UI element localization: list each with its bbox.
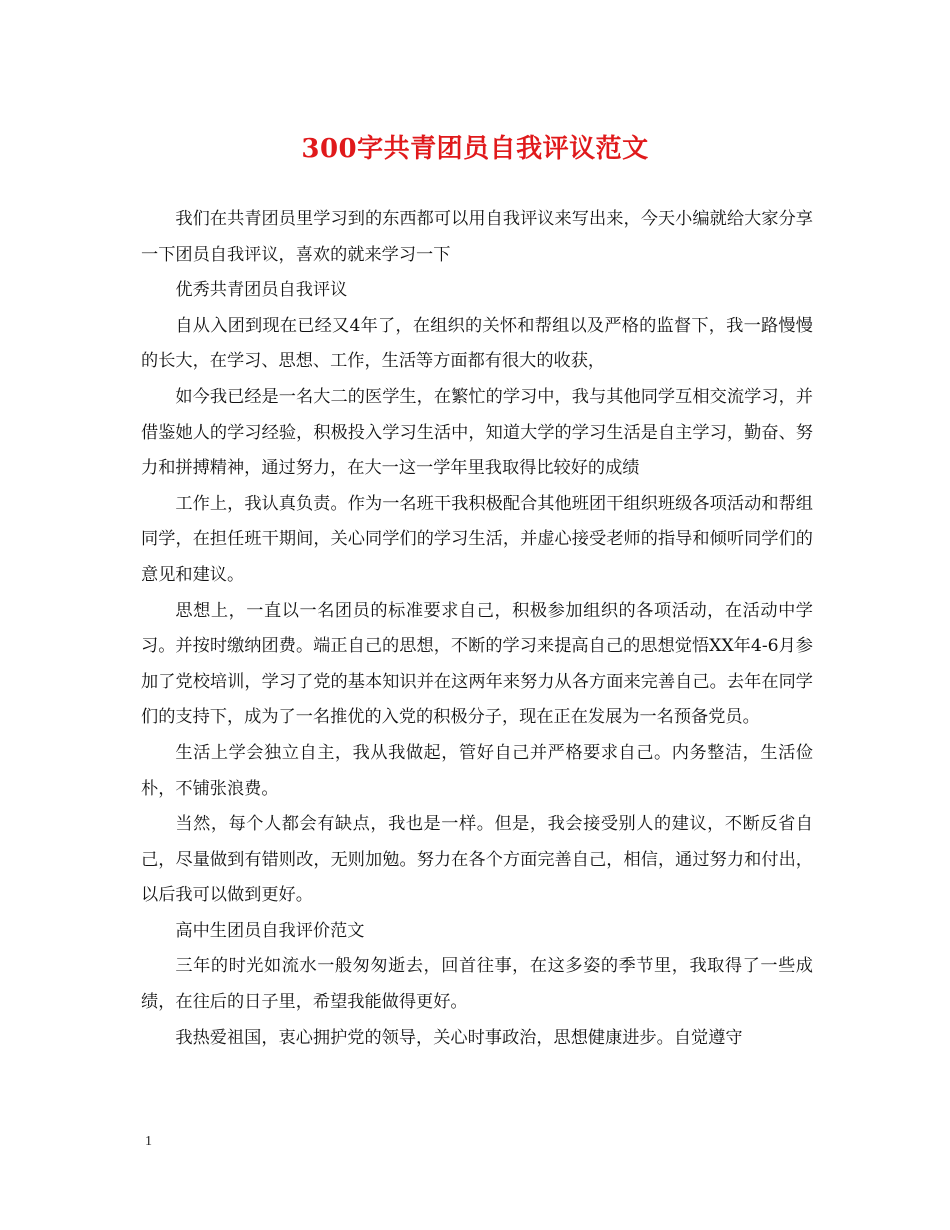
paragraph: 我热爱祖国，衷心拥护党的领导，关心时事政治，思想健康进步。自觉遵守 — [175, 1027, 743, 1048]
paragraph: 高中生团员自我评价范文 — [175, 920, 365, 941]
paragraph: 自从入团到现在已经又4年了，在组织的关怀和帮组以及严格的监督下，我一路慢慢的长大，在学习、思想、工作，生活等方面都有很大的收获， — [141, 315, 813, 372]
document-title: 300字共青团员自我评议范文 — [301, 134, 649, 164]
paragraph: 工作上，我认真负责。作为一名班干我积极配合其他班团干组织班级各项活动和帮组同学，在担任班干期间，关心同学们的学习生活，并虚心接受老师的指导和倾听同学们的意见和建议。 — [141, 493, 813, 585]
paragraph: 思想上，一直以一名团员的标准要求自己，积极参加组织的各项活动，在活动中学习。并按时缴纳团费。端正自己的思想，不断的学习来提高自己的思想觉悟XX年4-6月参加了党校培训，学习了党的基本知识并在这两年来努力从各方面来完善自己。去年在同学们的支持下，成为了一名推优的入党的积极分子，现在正在发展为一名预备党员。 — [141, 600, 813, 728]
paragraph: 生活上学会独立自主，我从我做起，管好自己并严格要求自己。内务整洁，生活俭朴，不铺张浪费。 — [141, 742, 813, 799]
document-body — [141, 202, 813, 1056]
paragraph: 如今我已经是一名大二的医学生，在繁忙的学习中，我与其他同学互相交流学习，并借鉴她人的学习经验，积极投入学习生活中，知道大学的学习生活是自主学习，勤奋、努力和拼搏精神，通过努力，在大一这一学年里我取得比较好的成绩 — [141, 386, 813, 479]
page-number: 1 — [145, 1134, 152, 1149]
paragraph: 当然，每个人都会有缺点，我也是一样。但是，我会接受别人的建议，不断反省自己，尽量做到有错则改，无则加勉。努力在各个方面完善自己，相信，通过努力和付出，以后我可以做到更好。 — [141, 814, 813, 906]
paragraph: 我们在共青团员里学习到的东西都可以用自我评议来写出来，今天小编就给大家分享一下团员自我评议，喜欢的就来学习一下 — [141, 209, 813, 265]
paragraph: 优秀共青团员自我评议 — [175, 280, 348, 301]
paragraph: 三年的时光如流水一般匆匆逝去，回首往事，在这多姿的季节里，我取得了一些成绩，在往后的日子里，希望我能做得更好。 — [141, 956, 813, 1013]
